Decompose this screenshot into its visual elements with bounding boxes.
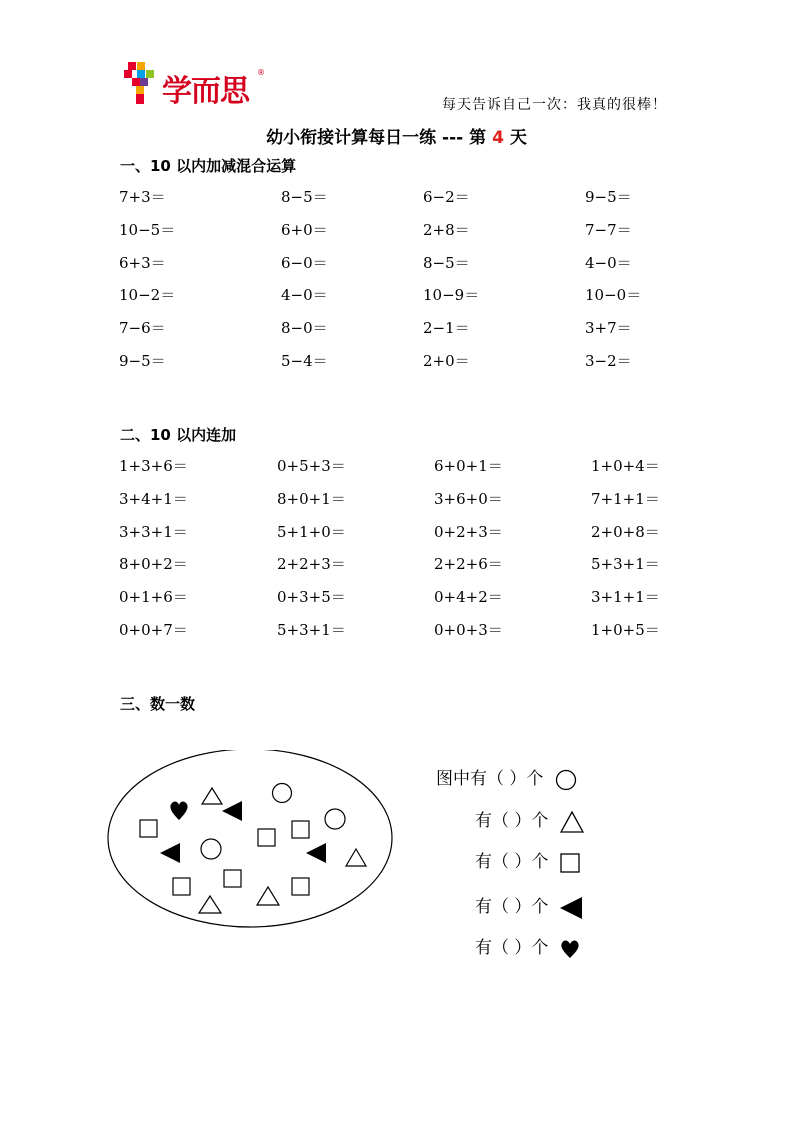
left-triangle-icon — [560, 897, 582, 919]
figure-square — [173, 878, 190, 895]
section2-heading: 二、10 以内连加 — [120, 426, 237, 444]
problem-item: 4−0＝ — [281, 286, 328, 305]
problem-item: 0+0+3＝ — [434, 621, 503, 639]
problem-item: 7+1+1＝ — [591, 489, 660, 508]
problem-item: 3−2＝ — [585, 352, 632, 370]
problem-item: 7−7＝ — [585, 220, 632, 239]
problem-item: 0+4+2＝ — [434, 588, 503, 607]
problem-item: 5+3+1＝ — [277, 621, 346, 639]
problem-item: 2+2+6＝ — [434, 555, 503, 574]
problem-item: 2+2+3＝ — [277, 555, 346, 574]
problem-item: 10−0＝ — [585, 286, 642, 305]
problem-item: 6+3＝ — [119, 253, 166, 272]
figure-triangle — [199, 896, 221, 913]
count-question-heart: 有（ ）个 — [475, 933, 580, 959]
problem-item: 5+3+1＝ — [591, 555, 660, 574]
problem-item: 9−5＝ — [585, 188, 632, 206]
problem-item: 6−2＝ — [423, 188, 470, 206]
problem-item: 9−5＝ — [119, 352, 166, 370]
section3-heading: 三、数一数 — [120, 695, 196, 713]
problem-item: 10−5＝ — [119, 220, 176, 239]
figure-heart — [170, 802, 187, 820]
figure-square — [258, 829, 275, 846]
heart-icon — [560, 939, 580, 959]
page-title — [0, 123, 793, 148]
title-suffix: 天 — [509, 128, 527, 148]
figure-left-triangle — [306, 843, 326, 863]
problem-item: 5+1+0＝ — [277, 522, 346, 541]
problem-item: 0+1+6＝ — [119, 588, 188, 607]
problem-item: 1+0+5＝ — [591, 621, 660, 639]
problem-item: 5−4＝ — [281, 352, 328, 370]
problem-item: 3+3+1＝ — [119, 522, 188, 541]
problem-item: 8+0+2＝ — [119, 555, 188, 574]
problem-item: 10−2＝ — [119, 286, 176, 305]
problem-item: 0+2+3＝ — [434, 522, 503, 541]
problem-item: 8−5＝ — [423, 253, 470, 272]
problem-item: 1+3+6＝ — [119, 457, 188, 475]
problem-item: 0+3+5＝ — [277, 588, 346, 607]
count-question-square: 有（ ）个 — [475, 847, 580, 873]
problem-item: 2−1＝ — [423, 319, 470, 338]
brand-name: 学而思 — [162, 74, 249, 109]
circle-icon — [555, 769, 577, 791]
triangle-icon — [560, 811, 584, 833]
registered-mark: ® — [257, 68, 265, 77]
figure-square — [224, 870, 241, 887]
counting-figure — [106, 750, 396, 930]
figure-square — [292, 878, 309, 895]
problem-item: 7+3＝ — [119, 188, 166, 206]
problem-item: 8+0+1＝ — [277, 489, 346, 508]
figure-square — [292, 821, 309, 838]
square-icon — [560, 853, 580, 873]
problem-item: 8−0＝ — [281, 319, 328, 338]
problem-item: 6−0＝ — [281, 253, 328, 272]
motto-text: 每天告诉自己一次：我真的很棒！ — [442, 97, 667, 113]
figure-circle — [273, 784, 292, 803]
problem-item: 2+0+8＝ — [591, 522, 660, 541]
problem-item: 4−0＝ — [585, 253, 632, 272]
figure-left-triangle — [160, 843, 180, 863]
section1-heading: 一、10 以内加减混合运算 — [120, 157, 297, 175]
problem-item: 0+0+7＝ — [119, 621, 188, 639]
problem-item: 3+4+1＝ — [119, 489, 188, 508]
figure-left-triangle — [222, 801, 242, 821]
problem-item: 1+0+4＝ — [591, 457, 660, 475]
title-day-number: 4 — [492, 128, 504, 148]
problem-item: 2+8＝ — [423, 220, 470, 239]
figure-triangle — [346, 849, 366, 866]
title-prefix: 幼小衔接计算每日一练 --- 第 — [266, 128, 487, 148]
problem-item: 3+7＝ — [585, 319, 632, 338]
figure-circle — [201, 839, 221, 859]
figure-triangle — [202, 788, 222, 804]
problem-item: 6+0＝ — [281, 220, 328, 239]
figure-circle — [325, 809, 345, 829]
problem-item: 8−5＝ — [281, 188, 328, 206]
count-question-triangle: 有（ ）个 — [475, 806, 584, 833]
figure-triangle — [257, 887, 279, 905]
problem-item: 0+5+3＝ — [277, 457, 346, 475]
figure-square — [140, 820, 157, 837]
count-question-left-triangle: 有（ ）个 — [475, 892, 582, 919]
problem-item: 3+1+1＝ — [591, 588, 660, 607]
problem-item: 6+0+1＝ — [434, 457, 503, 475]
oval-border — [108, 750, 392, 927]
problem-item: 3+6+0＝ — [434, 489, 503, 508]
problem-item: 10−9＝ — [423, 286, 480, 305]
count-question-circle: 图中有（ ）个 — [436, 764, 577, 791]
problem-item: 2+0＝ — [423, 352, 470, 370]
problem-item: 7−6＝ — [119, 319, 166, 338]
